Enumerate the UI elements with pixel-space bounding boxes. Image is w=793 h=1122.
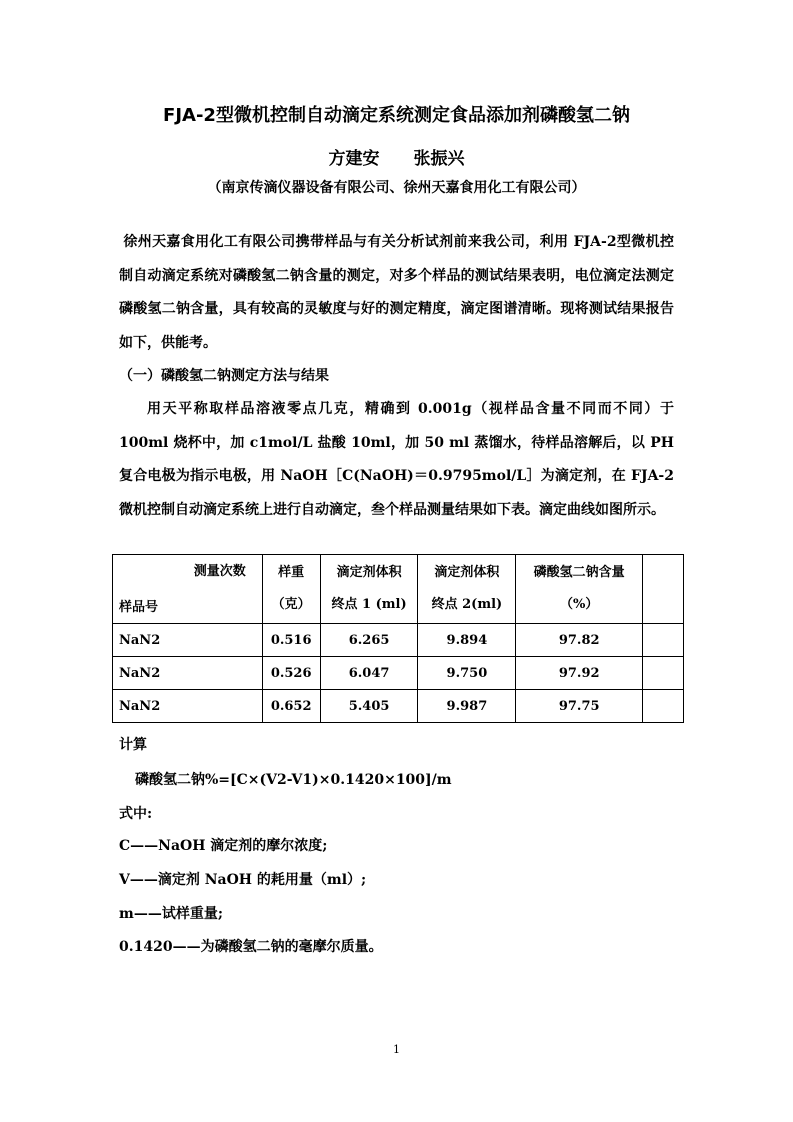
where-label: 式中: <box>119 806 153 822</box>
corner-header-top: 测量次数 <box>193 564 246 579</box>
page-title: FJA-2型微机控制自动滴定系统测定食品添加剂磷酸氢二钠 <box>163 105 630 126</box>
affiliation: （南京传滴仪器设备有限公司、徐州天嘉食用化工有限公司） <box>207 180 586 196</box>
header-content: 磷酸氢二钠含量 （%） <box>516 555 643 624</box>
cell-ep1: 6.047 <box>320 657 418 690</box>
corner-header-bottom: 样品号 <box>119 600 159 615</box>
header-endpoint-1: 滴定剂体积 终点 1 (ml) <box>320 555 418 624</box>
calc-heading: 计算 <box>119 737 147 753</box>
cell-content: 97.82 <box>516 624 643 657</box>
cell-ep1: 6.265 <box>320 624 418 657</box>
page-number: 1 <box>393 1043 400 1056</box>
table-row <box>113 657 684 690</box>
formula: 磷酸氢二钠%=[C×(V2-V1)×0.1420×100]/m <box>135 772 452 788</box>
definition-m: m——试样重量; <box>119 906 223 922</box>
header-weight: 样重 （克） <box>262 555 320 624</box>
header-endpoint-2: 滴定剂体积 终点 2(ml) <box>418 555 516 624</box>
cell-empty <box>643 624 684 657</box>
cell-sample: NaN2 <box>113 657 263 690</box>
cell-ep2: 9.750 <box>418 657 516 690</box>
header-empty <box>643 555 684 624</box>
results-table <box>112 554 684 723</box>
cell-ep2: 9.894 <box>418 624 516 657</box>
author-1: 方建安 <box>328 149 380 169</box>
definition-v: V——滴定剂 NaOH 的耗用量（ml）; <box>119 872 367 888</box>
table-header-row <box>113 555 684 624</box>
corner-header-cell <box>113 555 263 624</box>
author-2: 张振兴 <box>413 149 465 169</box>
table-row <box>113 690 684 723</box>
authors <box>0 148 793 170</box>
cell-content: 97.92 <box>516 657 643 690</box>
cell-empty <box>643 657 684 690</box>
definition-molar-mass: 0.1420——为磷酸氢二钠的毫摩尔质量。 <box>119 939 383 955</box>
cell-weight: 0.652 <box>262 690 320 723</box>
cell-ep2: 9.987 <box>418 690 516 723</box>
method-paragraph: 用天平称取样品溶液零点几克，精确到 0.001g（视样品含量不同而不同）于 100ml 烧杯中，加 c1mol/L 盐酸 10ml，加 50 ml 蒸馏水，待样品溶解后，以 PH 复合电极为指示电极，用 NaOH［C(NaOH)＝0.9795mol/L］为滴定剂，在 FJA-2 微机控制自动滴定系统上进行自动滴定，叁个样品测量结果如下表。滴定曲线如图所示。 <box>119 401 674 518</box>
cell-sample: NaN2 <box>113 690 263 723</box>
cell-ep1: 5.405 <box>320 690 418 723</box>
definition-c: C——NaOH 滴定剂的摩尔浓度; <box>119 838 328 854</box>
table-row <box>113 624 684 657</box>
intro-paragraph: 徐州天嘉食用化工有限公司携带样品与有关分析试剂前来我公司，利用 FJA-2型微机控制自动滴定系统对磷酸氢二钠含量的测定，对多个样品的测试结果表明，电位滴定法测定磷酸氢二钠含量，具有较高的灵敏度与好的测定精度，滴定图谱清晰。现将测试结果报告如下，供能考。 <box>119 234 674 351</box>
cell-sample: NaN2 <box>113 624 263 657</box>
cell-weight: 0.526 <box>262 657 320 690</box>
cell-weight: 0.516 <box>262 624 320 657</box>
section-heading: （一）磷酸氢二钠测定方法与结果 <box>119 368 329 384</box>
cell-empty <box>643 690 684 723</box>
cell-content: 97.75 <box>516 690 643 723</box>
